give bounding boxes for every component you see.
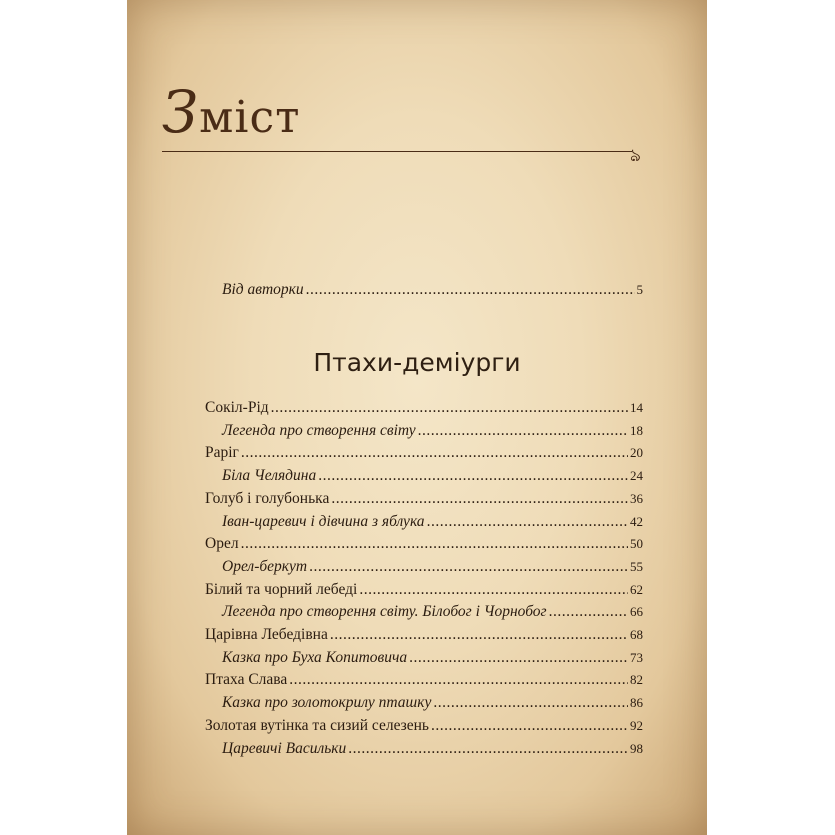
toc-entry-page: 20 xyxy=(630,445,643,461)
leader-dots xyxy=(241,444,628,462)
toc-entry-label: Орел-беркут xyxy=(222,557,308,575)
toc-entry[interactable] xyxy=(222,513,643,533)
toc-entry[interactable] xyxy=(205,535,643,555)
toc-entry-label: Біла Челядина xyxy=(222,467,317,485)
toc-entry-label: Казка про золотокрилу пташку xyxy=(222,694,432,712)
toc-entry-label: Сокіл-Рід xyxy=(205,399,269,416)
toc-entry-page: 82 xyxy=(630,672,643,688)
toc-entry-label: Раріг xyxy=(205,444,239,462)
toc-entry[interactable] xyxy=(205,717,643,737)
toc-entry[interactable] xyxy=(205,444,643,464)
toc-entry[interactable] xyxy=(205,581,643,601)
toc-entry-page: 50 xyxy=(630,536,643,552)
toc-entry[interactable] xyxy=(222,422,643,442)
toc-entry[interactable] xyxy=(222,467,643,487)
toc-entry[interactable] xyxy=(222,558,643,578)
toc-entry-page: 98 xyxy=(630,740,643,756)
toc-entry-label: Птаха Слава xyxy=(205,671,288,689)
toc-entry-page: 66 xyxy=(630,604,643,620)
leader-dots xyxy=(433,694,628,712)
toc-entry-label: Царевичі Васильки xyxy=(222,739,347,757)
toc-entry-page: 18 xyxy=(630,422,643,438)
toc-entry-label: Білий та чорний лебеді xyxy=(205,580,358,598)
leader-dots xyxy=(271,399,628,417)
toc-entry[interactable] xyxy=(205,671,643,691)
toc-entry-page: 42 xyxy=(630,513,643,529)
leader-dots xyxy=(289,671,628,689)
title-divider xyxy=(162,151,632,152)
leader-dots xyxy=(418,422,628,440)
toc-entry-page: 36 xyxy=(630,490,643,506)
title-initial: З xyxy=(162,78,200,146)
toc-entry-label: Золотая вутінка та сизий селезень xyxy=(205,716,430,734)
toc-entry-page: 86 xyxy=(630,695,643,711)
toc-entry-intro[interactable] xyxy=(222,281,643,301)
leader-dots xyxy=(331,490,628,508)
leader-dots xyxy=(309,558,628,576)
toc-entry-label: Іван-царевич і дівчина з яблука xyxy=(222,512,425,530)
toc-entry-label: Голуб і голубонька xyxy=(205,489,330,507)
toc-entry[interactable] xyxy=(222,740,643,760)
toc-entry[interactable] xyxy=(205,626,643,646)
page-title xyxy=(162,78,300,146)
leader-dots xyxy=(549,603,628,621)
leader-dots xyxy=(306,281,635,299)
toc-entry-page: 24 xyxy=(630,468,643,484)
leader-dots xyxy=(330,626,628,644)
book-page xyxy=(127,0,707,835)
section-heading: Птахи-деміурги xyxy=(313,348,521,377)
leader-dots xyxy=(348,740,628,758)
toc-entry-page: 55 xyxy=(630,558,643,574)
toc-entry-label: Орел xyxy=(205,535,239,553)
leader-dots xyxy=(241,535,628,553)
toc-entry-label: Царівна Лебедівна xyxy=(205,626,328,643)
toc-entry-label: Легенда про створення світу. Білобог і Чорнобог xyxy=(222,603,547,621)
toc-entry-page: 14 xyxy=(630,400,643,415)
toc-entry[interactable] xyxy=(222,649,643,669)
toc-entry-page: 92 xyxy=(630,717,643,733)
toc-entry[interactable] xyxy=(205,490,643,510)
toc-entry[interactable] xyxy=(222,694,643,714)
toc-entry[interactable] xyxy=(205,399,643,419)
toc-entry-page: 62 xyxy=(630,581,643,597)
toc-entry-page: 5 xyxy=(636,282,643,297)
leader-dots xyxy=(409,649,628,667)
swirl-ornament-icon: ঌ xyxy=(630,145,641,166)
leader-dots xyxy=(431,717,628,735)
toc-entry-page: 68 xyxy=(630,627,643,642)
leader-dots xyxy=(359,581,628,599)
toc-entry-label: Легенда про створення світу xyxy=(222,421,416,439)
leader-dots xyxy=(427,513,628,531)
title-rest: міст xyxy=(199,92,301,143)
toc-entry-label: Від авторки xyxy=(222,281,304,298)
toc-entry-page: 73 xyxy=(630,649,643,665)
toc-entry[interactable] xyxy=(222,603,643,623)
toc-entry-label: Казка про Буха Копитовича xyxy=(222,648,408,666)
leader-dots xyxy=(318,467,628,485)
